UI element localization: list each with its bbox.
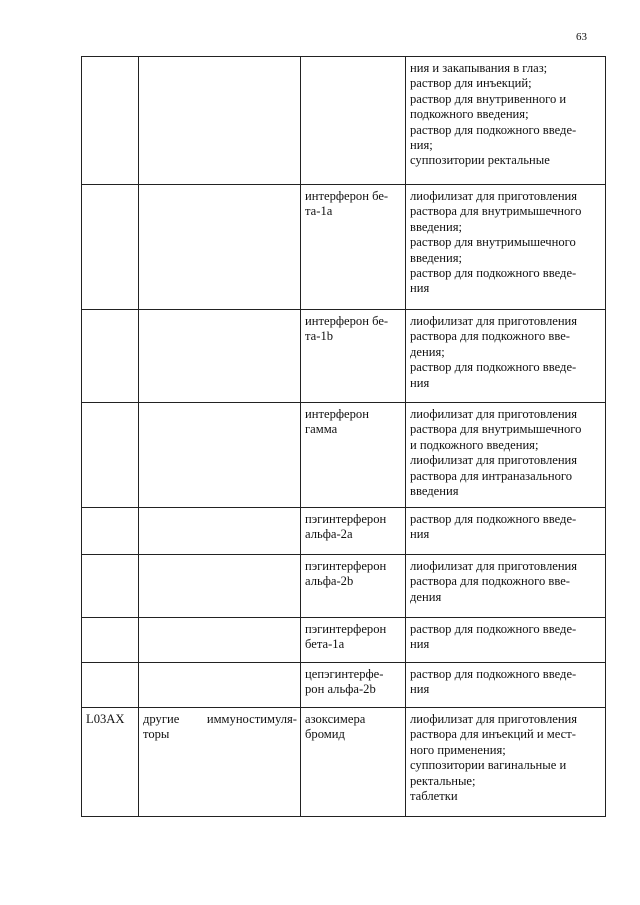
dosage-forms-cell-line: лиофилизат для приготовления (410, 189, 578, 203)
drug-name-cell-line: альфа-2а (305, 527, 353, 542)
drug-name-cell (301, 663, 406, 708)
drug-name-cell (301, 57, 406, 185)
drug-name-cell-line: интерферон бе- (305, 314, 389, 328)
group-name-cell-line (143, 712, 297, 727)
dosage-forms-cell-line: ния (410, 281, 430, 296)
dosage-forms-cell-line: ния; (410, 138, 433, 153)
group-name-cell (139, 57, 301, 185)
dosage-forms-cell-line: ния и закапывания в глаз; (410, 61, 548, 75)
atc-code-cell (82, 618, 139, 663)
drug-name-cell-line: альфа-2b (305, 574, 354, 589)
dosage-forms-cell-line: раствор для подкожного введе- (410, 622, 577, 636)
atc-code-cell (82, 555, 139, 618)
dosage-forms-cell-line: введения; (410, 219, 463, 234)
dosage-forms-cell-line: лиофилизат для приготовления (410, 712, 578, 726)
group-name-cell-line: торы (143, 727, 170, 742)
dosage-forms-cell (406, 57, 606, 185)
dosage-forms-cell-line: раствор для подкожного введе- (410, 667, 577, 681)
drug-name-cell-line: пэгинтерферон (305, 512, 387, 526)
dosage-forms-cell-line: раствор для подкожного введе- (410, 122, 577, 137)
drug-name-cell-line: бромид (305, 727, 345, 742)
dosage-forms-cell-line: подкожного введения; (410, 107, 529, 122)
dosage-forms-cell-line: ния (410, 527, 430, 542)
dosage-forms-cell (406, 618, 606, 663)
drug-name-cell (301, 555, 406, 618)
table-row (82, 57, 606, 185)
dosage-forms-cell-line: суппозитории ректальные (410, 153, 550, 168)
drug-name-cell-line: та-1а (305, 204, 333, 219)
drug-name-cell (301, 618, 406, 663)
atc-code-cell (82, 310, 139, 403)
atc-code-cell (82, 663, 139, 708)
atc-code-cell (82, 57, 139, 185)
drug-name-cell-line: пэгинтерферон (305, 622, 387, 636)
table-row (82, 185, 606, 310)
atc-code-cell (82, 403, 139, 508)
dosage-forms-cell-line: лиофилизат для приготовления (410, 314, 578, 328)
group-name-word: иммуностимуля- (206, 712, 297, 726)
dosage-forms-cell-line: ния (410, 637, 430, 652)
atc-code-cell (82, 508, 139, 555)
atc-code-cell: L03AX (82, 708, 139, 817)
table-row (82, 618, 606, 663)
dosage-forms-cell-line: раствор для инъекций; (410, 76, 532, 91)
page-number: 63 (576, 31, 587, 43)
drug-table-body (82, 57, 606, 817)
dosage-forms-cell (406, 663, 606, 708)
dosage-forms-cell (406, 708, 606, 817)
drug-name-cell (301, 403, 406, 508)
group-name-cell (139, 185, 301, 310)
group-name-word: другие (143, 712, 180, 726)
drug-name-cell (301, 310, 406, 403)
dosage-forms-cell-line: раствора для внутримышечного (410, 422, 582, 437)
drug-name-cell-line: гамма (305, 422, 338, 437)
drug-name-cell (301, 508, 406, 555)
dosage-forms-cell-line: раствор для подкожного введе- (410, 266, 577, 281)
dosage-forms-cell (406, 310, 606, 403)
drug-name-cell-line: бета-1а (305, 637, 345, 652)
table-row (82, 403, 606, 508)
dosage-forms-cell-line: раствор для внутримышечного (410, 235, 576, 250)
dosage-forms-cell-line: лиофилизат для приготовления (410, 453, 578, 468)
dosage-forms-cell-line: ректальные; (410, 773, 476, 788)
table-row (82, 555, 606, 618)
dosage-forms-cell-line: раствора для инъекций и мест- (410, 727, 576, 742)
dosage-forms-cell-line: суппозитории вагинальные и (410, 758, 567, 773)
group-name-cell (139, 310, 301, 403)
dosage-forms-cell (406, 508, 606, 555)
dosage-forms-cell (406, 185, 606, 310)
dosage-forms-cell-line: введения (410, 484, 459, 499)
dosage-forms-cell-line: ного применения; (410, 742, 506, 757)
dosage-forms-cell-line: введения; (410, 250, 463, 265)
dosage-forms-cell-line: раствора для интраназального (410, 468, 573, 483)
drug-name-cell-line: рон альфа-2b (305, 682, 376, 697)
dosage-forms-cell-line: лиофилизат для приготовления (410, 559, 578, 573)
dosage-forms-cell-line: таблетки (410, 789, 458, 804)
drug-table (81, 56, 606, 817)
atc-code-cell (82, 185, 139, 310)
dosage-forms-cell-line: и подкожного введения; (410, 437, 539, 452)
dosage-forms-cell-line: лиофилизат для приготовления (410, 407, 578, 421)
group-name-cell (139, 508, 301, 555)
dosage-forms-cell-line: раствора для подкожного вве- (410, 329, 570, 344)
dosage-forms-cell-line: раствор для подкожного введе- (410, 360, 577, 375)
dosage-forms-cell-line: дения; (410, 344, 445, 359)
dosage-forms-cell-line: ния (410, 375, 430, 390)
group-name-cell (139, 708, 301, 817)
table-row (82, 663, 606, 708)
dosage-forms-cell-line: раствора для внутримышечного (410, 204, 582, 219)
group-name-cell (139, 618, 301, 663)
drug-name-cell-line: интерферон (305, 407, 369, 421)
table-row (82, 708, 606, 817)
dosage-forms-cell-line: раствор для подкожного введе- (410, 512, 577, 526)
table-row (82, 508, 606, 555)
dosage-forms-cell-line: раствора для подкожного вве- (410, 574, 570, 589)
dosage-forms-cell-line: ния (410, 682, 430, 697)
group-name-cell (139, 663, 301, 708)
dosage-forms-cell-line: дения (410, 589, 442, 604)
drug-name-cell-line: цепэгинтерфе- (305, 667, 384, 681)
dosage-forms-cell (406, 555, 606, 618)
group-name-cell (139, 555, 301, 618)
drug-name-cell-line: пэгинтерферон (305, 559, 387, 573)
dosage-forms-cell (406, 403, 606, 508)
drug-name-cell-line: интерферон бе- (305, 189, 389, 203)
drug-name-cell (301, 708, 406, 817)
dosage-forms-cell-line: раствор для внутривенного и (410, 91, 567, 106)
table-row (82, 310, 606, 403)
drug-name-cell (301, 185, 406, 310)
group-name-cell (139, 403, 301, 508)
drug-name-cell-line: та-1b (305, 329, 334, 344)
drug-name-cell-line: азоксимера (305, 712, 366, 726)
